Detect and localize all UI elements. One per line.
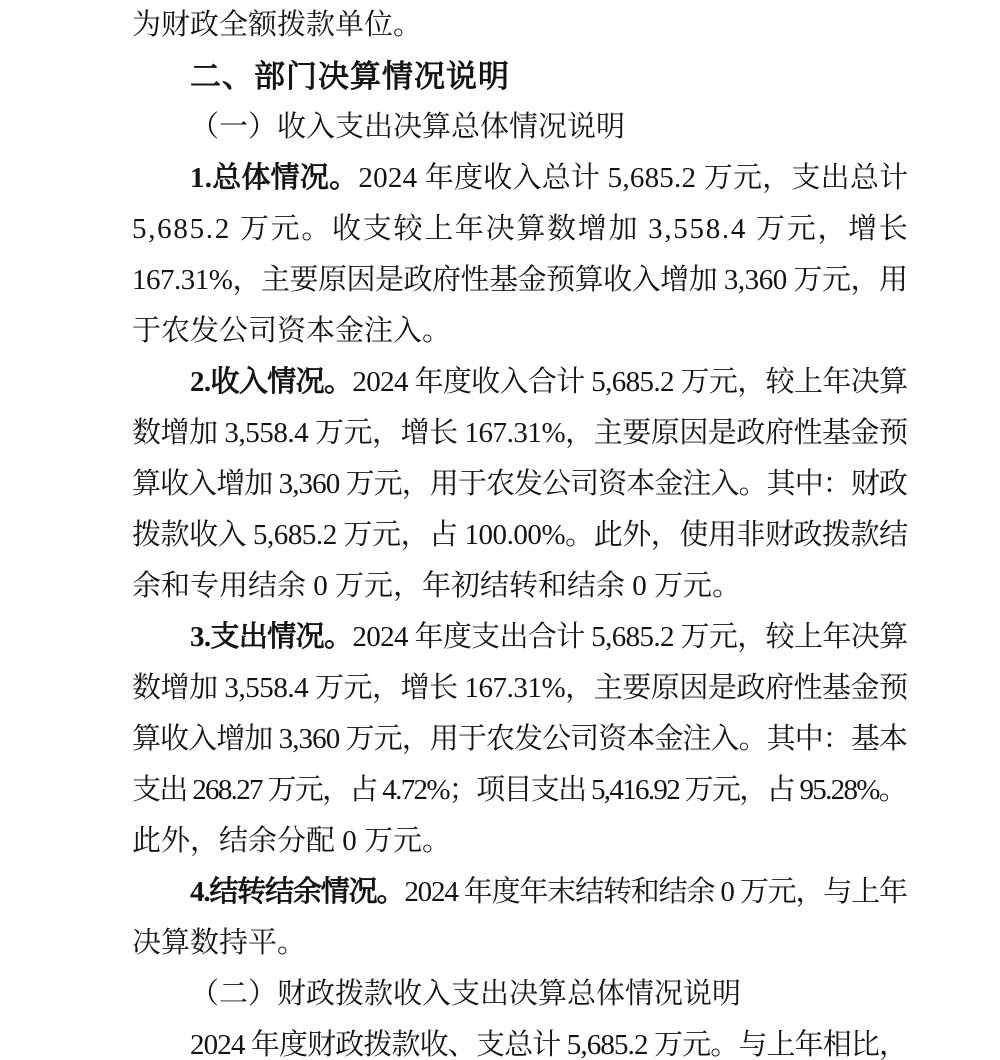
paragraph-continuation-line (132, 0, 908, 51)
line-content (132, 255, 908, 306)
text-segment: 于农发公司资本金注入。 (132, 315, 452, 347)
subsection-heading (132, 102, 908, 153)
text-line (132, 714, 908, 765)
paragraph-lead: 3.支出情况。 (190, 621, 353, 653)
paragraph-first-line (132, 1020, 908, 1060)
text-segment: 5,685.2 万元。收支较上年决算数增加 3,558.4 万元，增长 (132, 213, 910, 245)
line-content (132, 561, 741, 612)
line-content (132, 0, 422, 51)
text-segment: 此外，结余分配 0 万元。 (132, 825, 452, 857)
paragraph-last-line (132, 306, 908, 357)
line-content (132, 918, 306, 969)
line-content (190, 969, 741, 1020)
paragraph-lead: 二、部门决算情况说明 (190, 59, 510, 94)
text-segment: 2024 年度收入合计 5,685.2 万元，较上年决算 (352, 366, 908, 398)
text-segment: 2024 年度年末结转和结余 0 万元，与上年 (404, 876, 907, 908)
line-content (132, 459, 907, 510)
line-content (190, 867, 907, 918)
section-heading (132, 51, 908, 102)
text-line (132, 459, 908, 510)
paragraph-last-line (132, 561, 908, 612)
text-line (132, 204, 908, 255)
line-content (190, 357, 907, 408)
text-segment: 决算数持平。 (132, 927, 307, 959)
paragraph-first-line (132, 357, 908, 408)
document-body (132, 0, 908, 1060)
line-content (190, 51, 510, 102)
text-segment: 2024 年度财政拨款收、支总计 5,685.2 万元。与上年相比， (190, 1029, 908, 1060)
text-segment: 167.31%，主要原因是政府性基金预算收入增加 3,360 万元，用 (132, 264, 908, 296)
text-segment: 算收入增加 3,360 万元，用于农发公司资本金注入。其中：基本 (132, 723, 907, 755)
line-content (190, 612, 907, 663)
text-line (132, 663, 908, 714)
line-content (132, 816, 451, 867)
text-segment: 支出 268.27 万元，占 4.72%；项目支出 5,416.92 万元，占 95.28%。 (132, 774, 907, 806)
line-content (132, 306, 451, 357)
paragraph-first-line (132, 867, 908, 918)
text-line (132, 765, 908, 816)
text-segment: 算收入增加 3,360 万元，用于农发公司资本金注入。其中：财政 (132, 468, 907, 500)
text-line (132, 255, 908, 306)
text-segment: 拨款收入 5,685.2 万元，占 100.00%。此外，使用非财政拨款结 (132, 519, 908, 551)
line-content (190, 1020, 907, 1060)
line-content (190, 102, 625, 153)
text-segment: 为财政全额拨款单位。 (132, 9, 423, 41)
paragraph-first-line (132, 153, 908, 204)
text-segment: （二）财政拨款收入支出决算总体情况说明 (190, 978, 742, 1010)
line-content (132, 714, 907, 765)
text-segment: 余和专用结余 0 万元，年初结转和结余 0 万元。 (132, 570, 742, 602)
line-content (132, 510, 908, 561)
paragraph-lead: 4.结转结余情况。 (190, 876, 405, 908)
line-content (132, 204, 910, 255)
text-segment: 数增加 3,558.4 万元，增长 167.31%，主要原因是政府性基金预 (132, 672, 908, 704)
paragraph-lead: 2.收入情况。 (190, 366, 353, 398)
line-content (132, 408, 908, 459)
paragraph-lead: 1.总体情况。 (190, 162, 359, 194)
text-line (132, 510, 908, 561)
text-segment: 2024 年度支出合计 5,685.2 万元，较上年决算 (352, 621, 908, 653)
text-segment: （一）收入支出决算总体情况说明 (190, 111, 626, 143)
paragraph-first-line (132, 612, 908, 663)
paragraph-last-line (132, 918, 908, 969)
text-segment: 2024 年度收入总计 5,685.2 万元，支出总计 (358, 162, 909, 194)
text-line (132, 408, 908, 459)
line-content (132, 765, 906, 816)
text-segment: 数增加 3,558.4 万元，增长 167.31%，主要原因是政府性基金预 (132, 417, 908, 449)
line-content (190, 153, 908, 204)
paragraph-last-line (132, 816, 908, 867)
subsection-heading (132, 969, 908, 1020)
line-content (132, 663, 908, 714)
